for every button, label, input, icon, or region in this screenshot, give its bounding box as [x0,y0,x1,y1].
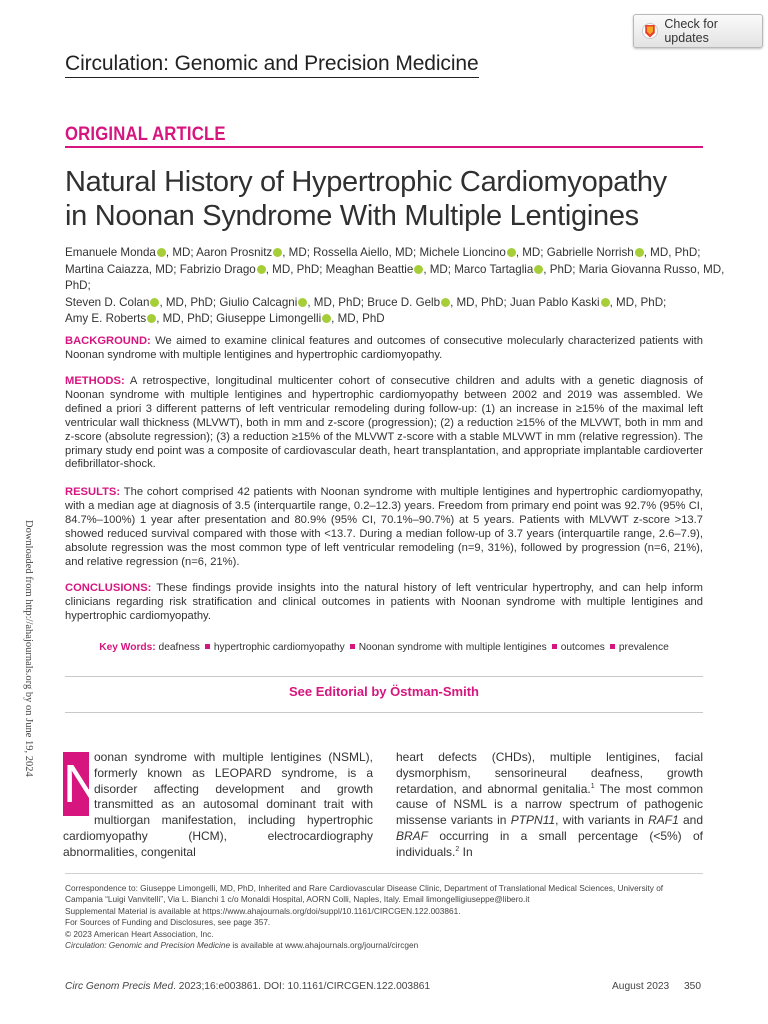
author: Marco Tartaglia , PhD; [454,262,579,276]
abstract-conclusions [65,582,703,624]
body-text: and [678,813,704,828]
abstract-results [65,486,703,569]
methods-heading: METHODS: [65,375,125,387]
divider [65,676,703,677]
gene-name: PTPN11 [510,813,556,828]
funding-note: For Sources of Funding and Disclosures, see page 357. [65,917,271,928]
author: Emanuele Monda , MD; [65,246,197,259]
author: Juan Pablo Kaski , MD, PhD; [510,295,667,309]
keyword: prevalence [618,642,669,653]
author-list [65,245,725,328]
footer-date: August 2023 [612,981,670,992]
author: Fabrizio Drago , MD, PhD; [179,262,326,276]
author: Gabrielle Norrish , MD, PhD; [546,246,701,259]
orcid-icon[interactable] [441,298,450,307]
keyword: deafness [158,642,200,653]
divider [65,712,703,713]
article-title [65,165,725,233]
orcid-icon[interactable] [414,265,423,274]
orcid-icon[interactable] [257,265,266,274]
author: Amy E. Roberts , MD, PhD; [65,312,217,325]
body-text: , with variants in [555,813,649,828]
author: Steven D. Colan , MD, PhD; [65,295,220,309]
body-text: heart defects (CHDs), multiple lentigines, facial dysmorphism, sensorineural deafness, growth retardation, and abnormal genitalia. [396,750,703,796]
supplemental-note: Supplemental Material is available at https://www.ahajournals.org/doi/suppl/10.1161/CIRCGEN.122.003861. [65,905,461,916]
orcid-icon[interactable] [157,248,166,257]
body-column-right [396,750,703,861]
bullet-square-icon [610,644,615,649]
author: Martina Caiazza, MD; [65,262,180,276]
citation[interactable]: 2 [455,845,460,853]
author: Aaron Prosnitz , MD; [196,246,314,259]
orcid-icon[interactable] [298,298,307,307]
author: Giuseppe Limongelli , MD, PhD [216,312,385,325]
methods-text: A retrospective, longitudinal multicenter cohort of consecutive children and adults with a genetic diagnosis of Noonan syndrome with multiple lentigines and hypertrophic cardiomyopathy between 2002 and 2019 was assembled. We defined a priori 3 different patterns of left ventricular remodeling during follow-up: (1) an increase in ≥15% of the maximal left ventricular wall thickness (MLVWT), both in mm and z-score (progression); (2) a reduction ≥15% of the MLVWT, both in mm and z-score (absolute regression); (3) a reduction ≥15% of the MLVWT z-score with a stable MLVWT in mm (relative regression). The primary study end point was a composite of cardiovascular death, heart transplantation, and appropriate implantable cardioverter defibrillator-shock. [65,375,703,471]
results-text: The cohort comprised 42 patients with Noonan syndrome with multiple lentigines and hypertrophic cardiomyopathy, with a median age at diagnosis of 3.5 (interquartile range, 0.2–12.3) years. Freedom from primary end point was 92.7% (95% CI, 84.7%–100%) 1 year after presentation and 80.9% (95% CI, 70.1%–90.7%) at 5 years. Patients with MLVWT z-score >13.7 showed reduced survival compared with those with <13.7. During a median follow-up of 3.7 years (interquartile range, 2.6–7.9), absolute regression was the most common type of left ventricular remodeling (n=9, 31%), followed by progression (n=6, 21%), and relative regression (n=6, 21%). [65,486,703,568]
orcid-icon[interactable] [273,248,282,257]
orcid-icon[interactable] [507,248,516,257]
title-line-1: Natural History of Hypertrophic Cardiomyopathy [65,166,667,198]
conclusions-text: These findings provide insights into the natural history of left ventricular hypertrophy, and can help inform clinicians regarding risk stratification and clinical outcomes in patients with Noonan syndrome with multiple lentigines and hypertrophic cardiomyopathy. [65,582,703,622]
body-text: In [459,844,473,859]
citation[interactable]: 1 [590,782,595,790]
page-number: 350 [684,981,701,992]
background-text: We aimed to examine clinical features and outcomes of consecutive molecularly characterized patients with Noonan syndrome with multiple lentigines and hypertrophic cardiomyopathy. [65,335,703,361]
gene-name: RAF1 [648,813,679,828]
check-for-updates-button[interactable] [633,14,763,48]
orcid-icon[interactable] [322,314,331,323]
footer-citation: Circ Genom Precis Med. 2023;16:e003861. DOI: 10.1161/CIRCGEN.122.003861 [65,981,431,992]
body-text: occurring in a small percentage (<5%) of individuals. [396,828,703,859]
see-editorial-link[interactable]: See Editorial by Östman-Smith [289,684,479,699]
download-notice: Downloaded from http://ahajournals.org by on June 19, 2024 [23,520,34,777]
gene-name: BRAF [396,828,429,843]
author: Meaghan Beattie , MD; [325,262,455,276]
author: Maria Giovanna Russo, MD, PhD; [65,262,725,292]
drop-cap: N [63,754,102,814]
author: Bruce D. Gelb , MD, PhD; [367,295,510,309]
crossmark-icon [642,21,658,41]
article-type-rule [65,146,703,148]
abstract-methods [65,375,703,472]
bullet-square-icon [205,644,210,649]
body-column-left [63,750,373,861]
body-text: The most common cause of NSML is a narrow spectrum of pathogenic missense variants in [396,781,703,828]
check-for-updates-label: Check for updates [664,17,718,45]
keyword: Noonan syndrome with multiple lentigines [358,642,547,653]
conclusions-heading: CONCLUSIONS: [65,582,152,594]
abstract-background [65,335,703,363]
keywords [65,642,703,653]
results-heading: RESULTS: [65,486,121,498]
article-type: ORIGINAL ARTICLE [65,124,226,145]
footnotes [65,883,703,951]
body-text: oonan syndrome with multiple lentigines (NSML), formerly known as LEOPARD syndrome, is a disorder affecting development and growth transmitted as an autosomal dominant trait with multiorgan manifestation, including hypertrophic cardiomyopathy (HCM), electrocardiography abnormalities, congenital [63,750,373,859]
keywords-label: Key Words: [99,642,156,653]
keyword: outcomes [560,642,605,653]
journal-name: Circulation: Genomic and Precision Medicine [65,52,479,78]
copyright-note: © 2023 American Heart Association, Inc. [65,928,214,939]
author: Michele Lioncino , MD; [419,246,547,259]
footnote-divider [65,873,703,874]
orcid-icon[interactable] [601,298,610,307]
background-heading: BACKGROUND: [65,335,151,347]
author: Giulio Calcagni , MD, PhD; [219,295,368,309]
orcid-icon[interactable] [635,248,644,257]
bullet-square-icon [350,644,355,649]
journal-availability-note: Circulation: Genomic and Precision Medicine is available at www.ahajournals.org/journal/circgen [65,940,419,951]
correspondence-note: Correspondence to: Giuseppe Limongelli, MD, PhD, Inherited and Rare Cardiovascular Disease Clinic, Department of Translational Medical Sciences, University of Campania “Luigi Vanvitelli”, Via L. Bianchi 1 c/o Monaldi Hospital, AORN Colli, Naples, Italy. Email limongelligiuseppe@libero.it [65,883,664,905]
bullet-square-icon [552,644,557,649]
title-line-2: in Noonan Syndrome With Multiple Lentigines [65,200,639,232]
author: Rossella Aiello, MD; [313,246,420,259]
keyword: hypertrophic cardiomyopathy [213,642,345,653]
orcid-icon[interactable] [534,265,543,274]
orcid-icon[interactable] [147,314,156,323]
